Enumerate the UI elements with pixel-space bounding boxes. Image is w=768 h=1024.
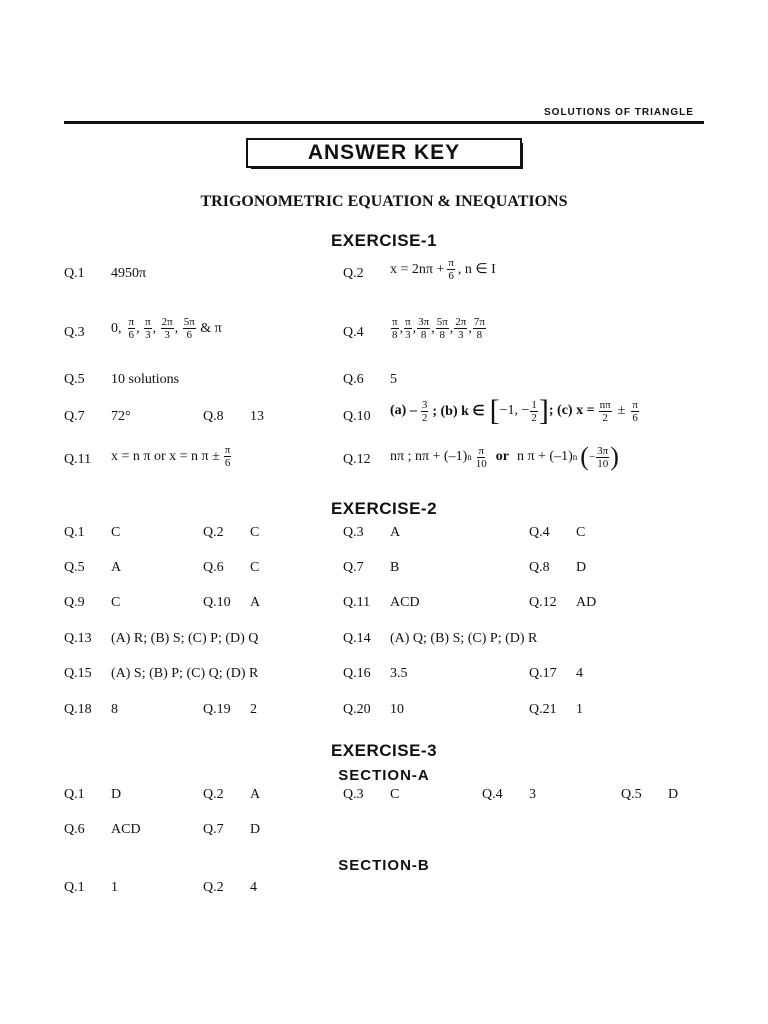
ex1-q7-label: Q.7 <box>64 409 85 424</box>
fraction: $\frac{\pi}{3}$ <box>145 316 151 341</box>
ex2-item-label: Q.7 <box>343 560 364 575</box>
ex1-q11-answer <box>111 444 232 469</box>
ex2-item-label: Q.6 <box>203 560 224 575</box>
ex2-item-label: Q.4 <box>529 525 550 540</box>
fraction: $\frac{2\pi}{3}$ <box>161 316 173 341</box>
ex1-q8-answer: 13 <box>250 409 264 424</box>
ex1-q5-label: Q.5 <box>64 372 85 387</box>
ex2-item-answer: C <box>111 595 121 610</box>
ex1-q1-label: Q.1 <box>64 266 85 281</box>
sec-a-item-label: Q.2 <box>203 787 224 802</box>
ex2-item-answer: 2 <box>250 702 257 717</box>
ex2-item-label: Q.18 <box>64 702 92 717</box>
ex2-item-answer: 3.5 <box>390 666 408 681</box>
ex1-q11-label: Q.11 <box>64 452 92 467</box>
left-paren: ( <box>580 442 589 471</box>
ex2-item-label: Q.20 <box>343 702 371 717</box>
text: nπ ; nπ + (–1) <box>390 449 468 464</box>
fraction: $\frac{\pi}{3}$ <box>405 316 411 341</box>
sec-a-item-answer: D <box>111 787 122 802</box>
text: x = n π or x = n π ± <box>111 448 220 464</box>
ex1-q10-label: Q.10 <box>343 409 371 424</box>
answer-key-banner <box>246 138 522 168</box>
ex2-item-label: Q.19 <box>203 702 231 717</box>
exercise-2-heading: EXERCISE-2 <box>330 499 438 518</box>
fraction: $\frac{\pi}{8}$ <box>392 316 398 341</box>
fraction: $\frac{1}{2}$ <box>531 398 537 424</box>
exercise-1-heading: EXERCISE-1 <box>330 231 438 250</box>
fraction: $\frac{7\pi}{8}$ <box>473 316 485 341</box>
header-rule <box>64 121 704 124</box>
fraction: $\frac{5\pi}{6}$ <box>183 316 195 341</box>
text: ± <box>617 403 626 418</box>
sec-a-item-answer: A <box>250 787 261 802</box>
ex1-q8-label: Q.8 <box>203 409 224 424</box>
left-bracket: [ <box>489 394 500 427</box>
fraction: $\frac{5\pi}{8}$ <box>436 316 448 341</box>
ex2-item-label: Q.16 <box>343 666 371 681</box>
section-b-heading: SECTION-B <box>338 857 430 874</box>
text: ; (c) x = <box>548 403 595 418</box>
ex1-q1-answer: 4950π <box>111 266 147 281</box>
sec-a-item-label: Q.7 <box>203 822 224 837</box>
ex2-item-answer: C <box>250 560 260 575</box>
sec-a-item-label: Q.5 <box>621 787 642 802</box>
ex1-q3-label: Q.3 <box>64 325 85 340</box>
ex2-item-answer: A <box>250 595 261 610</box>
ex1-q4-answer: $\frac{\pi}{8}$ , $\frac{\pi}{3}$ , $\frac{3\pi}{8}$ , $\frac{5\pi}{8}$ , $\frac{2\pi}{3}$ , $\frac{7\pi}{8}$ <box>392 316 485 341</box>
ex2-item-label: Q.17 <box>529 666 557 681</box>
ex1-q6-label: Q.6 <box>343 372 364 387</box>
sec-b-item-label: Q.1 <box>64 880 85 895</box>
ex1-q5-answer: 10 solutions <box>111 372 180 387</box>
text: −1, − <box>499 403 530 418</box>
sec-a-item-answer: D <box>668 787 679 802</box>
ex2-item-answer: C <box>111 525 121 540</box>
ex2-item-answer: (A) R; (B) S; (C) P; (D) Q <box>111 631 259 646</box>
fraction: $\frac{\pi}{6}$ <box>448 257 454 282</box>
fraction: $\frac{\pi}{6}$ <box>632 398 638 424</box>
fraction: $\frac{3}{2}$ <box>421 398 428 424</box>
ex2-item-label: Q.14 <box>343 631 371 646</box>
fraction: $\frac{3\pi}{8}$ <box>418 316 430 341</box>
sec-a-item-label: Q.1 <box>64 787 85 802</box>
ex2-item-label: Q.15 <box>64 666 92 681</box>
ex2-item-answer: D <box>576 560 587 575</box>
sec-a-item-answer: 3 <box>529 787 536 802</box>
right-bracket: ] <box>538 394 549 427</box>
ex1-q6-answer: 5 <box>390 372 397 387</box>
ex1-q2-answer <box>390 257 496 282</box>
exponent: n <box>572 452 578 462</box>
ex1-q3-answer: 0, $\frac{\pi}{6}$ , $\frac{\pi}{3}$ , $\frac{2\pi}{3}$ , $\frac{5\pi}{6}$ & π <box>111 316 222 341</box>
ex2-item-label: Q.2 <box>203 525 224 540</box>
sec-a-item-answer: ACD <box>111 822 141 837</box>
ex2-item-answer: (A) Q; (B) S; (C) P; (D) R <box>390 631 538 646</box>
ex2-item-answer: 4 <box>576 666 583 681</box>
sec-a-item-answer: C <box>390 787 400 802</box>
right-paren: ) <box>610 442 619 471</box>
ex2-item-label: Q.9 <box>64 595 85 610</box>
ex2-item-label: Q.5 <box>64 560 85 575</box>
ex1-q10-answer <box>390 396 640 426</box>
ex1-q12-label: Q.12 <box>343 452 371 467</box>
ex2-item-answer: A <box>111 560 122 575</box>
ex2-item-label: Q.21 <box>529 702 557 717</box>
sec-a-item-label: Q.3 <box>343 787 364 802</box>
text: , n ∈ I <box>457 262 496 277</box>
sec-b-item-label: Q.2 <box>203 880 224 895</box>
ex2-item-label: Q.12 <box>529 595 557 610</box>
sec-a-item-label: Q.6 <box>64 822 85 837</box>
ex2-item-label: Q.8 <box>529 560 550 575</box>
running-header: SOLUTIONS OF TRIANGLE <box>544 107 694 118</box>
ex2-item-answer: C <box>250 525 260 540</box>
fraction: $\frac{\pi}{6}$ <box>128 316 135 341</box>
ex2-item-label: Q.13 <box>64 631 92 646</box>
fraction: $\frac{2\pi}{3}$ <box>455 316 467 341</box>
ex2-item-answer: (A) S; (B) P; (C) Q; (D) R <box>111 666 259 681</box>
fraction: $\frac{\pi}{10}$ <box>475 444 487 470</box>
text: (a) – <box>390 403 417 418</box>
ex2-item-answer: AD <box>576 595 597 610</box>
banner-text: ANSWER KEY <box>307 141 461 164</box>
ex2-item-label: Q.10 <box>203 595 231 610</box>
fraction: $\frac{3\pi}{10}$ <box>597 444 609 470</box>
ex1-q2-label: Q.2 <box>343 266 364 281</box>
text: x = 2nπ + <box>390 261 445 277</box>
fraction: $\frac{\pi}{6}$ <box>224 444 231 469</box>
fraction: $\frac{n\pi}{2}$ <box>599 398 611 424</box>
ex2-item-answer: ACD <box>390 595 420 610</box>
ex2-item-label: Q.11 <box>343 595 371 610</box>
ex2-item-answer: A <box>390 525 401 540</box>
ex2-item-answer: 1 <box>576 702 583 717</box>
exercise-3-heading: EXERCISE-3 <box>330 741 438 760</box>
sec-b-item-answer: 1 <box>111 880 118 895</box>
sec-b-item-answer: 4 <box>250 880 257 895</box>
ex1-q12-answer: nπ ; nπ + (–1) n $\frac{\pi}{10}$ or n π + (–1) n ( − $\frac{3\pi}{10}$ ) <box>390 442 619 471</box>
ex2-item-answer: 8 <box>111 702 118 717</box>
ex2-item-answer: C <box>576 525 586 540</box>
ex2-item-answer: 10 <box>390 702 404 717</box>
ex1-q4-label: Q.4 <box>343 325 364 340</box>
section-a-heading: SECTION-A <box>338 767 430 784</box>
sec-a-item-answer: D <box>250 822 261 837</box>
text: n π + (–1) <box>516 449 573 464</box>
exponent: n <box>467 452 472 462</box>
text: or <box>495 449 509 464</box>
text: & π <box>200 320 222 336</box>
sec-a-item-label: Q.4 <box>482 787 503 802</box>
ex1-q7-answer: 72° <box>111 409 131 424</box>
ex2-item-label: Q.3 <box>343 525 364 540</box>
text: ; (b) k ∈ <box>432 403 485 419</box>
text: 0, <box>111 320 122 336</box>
ex2-item-answer: B <box>390 560 400 575</box>
ex2-item-label: Q.1 <box>64 525 85 540</box>
page-title: TRIGONOMETRIC EQUATION & INEQUATIONS <box>200 193 568 210</box>
